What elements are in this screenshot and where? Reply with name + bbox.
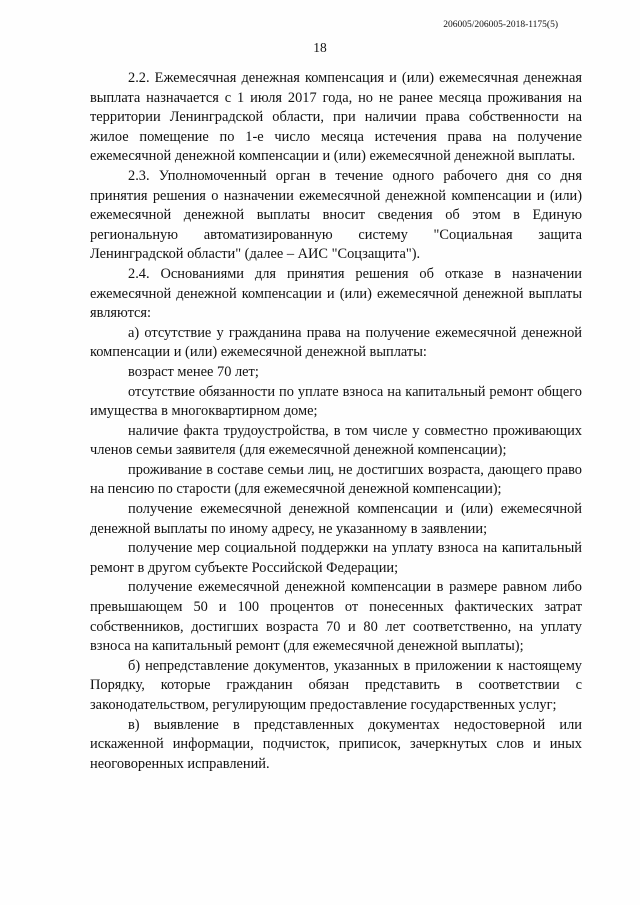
list-item-compensation-share: получение ежемесячной денежной компенсации в размере равном либо превышающем 50 и 100 процентов от понесенных фактических затрат собственников, достигших возраста 70 и 80 лет соответственно, на уплату взноса на капитальный ремонт (для ежемесячной денежной выплаты); (90, 579, 582, 655)
document-body (90, 69, 582, 774)
document-code: 206005/206005-2018-1175(5) (443, 20, 558, 30)
list-item-a: а) отсутствие у гражданина права на получение ежемесячной денежной компенсации и (или) ежемесячной денежной выплаты: (90, 324, 582, 361)
list-item-age: возраст менее 70 лет; (128, 363, 259, 380)
paragraph-2-3: 2.3. Уполномоченный орган в течение одного рабочего дня со дня принятия решения о назначении ежемесячной денежной компенсации и (или) ежемесячной денежной выплаты вносит сведения об этом в Единую региональную автоматизированную систему "Социальная защита Ленинградской области" (далее – АИС "Соцзащита"). (90, 167, 582, 263)
list-item-employment: наличие факта трудоустройства, в том числе у совместно проживающих членов семьи заявителя (для ежемесячной денежной компенсации); (90, 422, 582, 459)
list-item-family-age: проживание в составе семьи лиц, не достигших возраста, дающего право на пенсию по старости (для ежемесячной денежной компенсации); (90, 461, 582, 498)
paragraph-2-2: 2.2. Ежемесячная денежная компенсация и (или) ежемесячная денежная выплата назначается с 1 июля 2017 года, но не ранее месяца проживания на территории Ленинградской области, при наличии права собственности на жилое помещение по 1-е число месяца истечения права на получение ежемесячной денежной компенсации и (или) ежемесячной денежной выплаты. (90, 70, 582, 165)
list-item-other-region: получение мер социальной поддержки на уплату взноса на капитальный ремонт в другом субъекте Российской Федерации; (90, 540, 582, 576)
page-number: 18 (313, 40, 327, 55)
list-item-other-address: получение ежемесячной денежной компенсации и (или) ежемесячной денежной выплаты по иному адресу, не указанному в заявлении; (90, 501, 582, 537)
list-item-v: в) выявление в представленных документах недостоверной или искаженной информации, подчисток, приписок, зачеркнутых слов и иных неоговоренных исправлений. (90, 716, 582, 772)
paragraph-2-4: 2.4. Основаниями для принятия решения об отказе в назначении ежемесячной денежной компенсации и (или) ежемесячной денежной выплаты являются: (90, 265, 582, 322)
list-item-no-obligation: отсутствие обязанности по уплате взноса на капитальный ремонт общего имущества в многоквартирном доме; (90, 383, 582, 420)
list-item-b: б) непредставление документов, указанных в приложении к настоящему Порядку, которые гражданин обязан представить в соответствии с законодательством, регулирующим предоставление государственных услуг; (90, 657, 582, 713)
